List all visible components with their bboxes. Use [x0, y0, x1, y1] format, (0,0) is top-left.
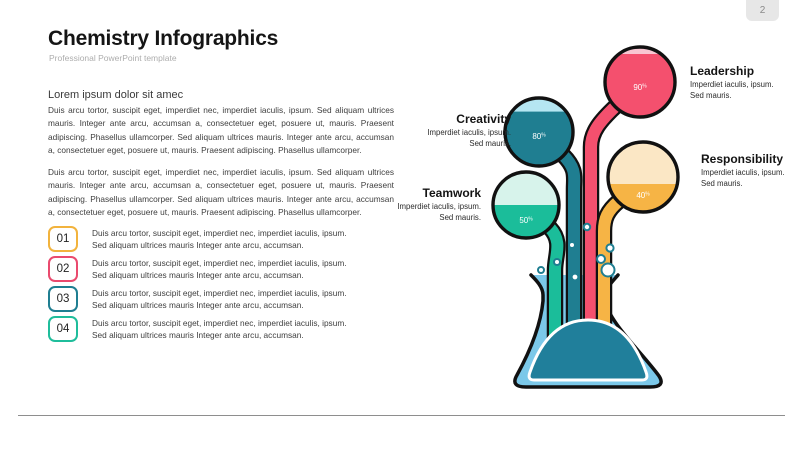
balloon-teamwork [493, 172, 559, 239]
list-item [48, 256, 394, 282]
balloon-responsibility [608, 142, 678, 213]
list-number-badge: 02 [48, 256, 78, 282]
balloon-leadership [605, 47, 675, 118]
percent-value: 80 [532, 132, 542, 141]
percent-sign: % [642, 83, 647, 90]
list-item [48, 316, 394, 342]
label-description: Imperdiet iaculis, ipsum. Sed mauris. [690, 80, 774, 100]
list-number-badge: 04 [48, 316, 78, 342]
list-item-text: Duis arcu tortor, suscipit eget, imperdiet nec, imperdiet iaculis, ipsum. Sed aliquam ultrices mauris Integer ante arcu, accumsan. [92, 288, 347, 311]
label-creativity [381, 112, 511, 150]
body-text [48, 104, 394, 228]
footer-divider [18, 415, 785, 416]
list-item [48, 286, 394, 312]
bubble-icon [597, 255, 605, 263]
percent-sign: % [528, 216, 533, 223]
label-responsibility [701, 152, 800, 190]
label-leadership [690, 64, 795, 102]
paragraph: Duis arcu tortor, suscipit eget, imperdiet nec, imperdiet iaculis, ipsum. Sed aliquam ultrices mauris. Integer ante arcu, accumsan a, consectetuer eget, posuere ut, mauris. Praesent adipiscing. Phasellus ullamcorper. Sed aliquam ultrices mauris. Integer ante arcu, accumsan a, consectetuer eget, posuere ut, mauris. Praesent adipiscing. Phasellus ullamcorper. [48, 105, 394, 156]
percent-value: 90 [633, 83, 643, 92]
bubble-icon [584, 224, 590, 230]
bubble-icon [572, 274, 579, 281]
bubble-icon [538, 267, 544, 273]
label-title: Teamwork [422, 186, 481, 200]
bubble-icon [606, 244, 613, 251]
label-title: Leadership [690, 64, 755, 78]
list-item [48, 226, 394, 252]
list-number-badge: 01 [48, 226, 78, 252]
list-item-text: Duis arcu tortor, suscipit eget, imperdiet nec, imperdiet iaculis, ipsum. Sed aliquam ultrices mauris Integer ante arcu, accumsan. [92, 318, 347, 341]
list-item-text: Duis arcu tortor, suscipit eget, imperdiet nec, imperdiet iaculis, ipsum. Sed aliquam ultrices mauris Integer ante arcu, accumsan. [92, 258, 347, 281]
bubble-icon [554, 259, 560, 265]
bubble-icon [569, 242, 575, 248]
label-description: Imperdiet iaculis, ipsum. Sed mauris. [427, 128, 511, 148]
balloon-creativity [505, 98, 573, 167]
numbered-list [48, 226, 394, 346]
list-item-text: Duis arcu tortor, suscipit eget, imperdiet nec, imperdiet iaculis, ipsum. Sed aliquam ultrices mauris Integer ante arcu, accumsan. [92, 228, 347, 251]
section-heading: Lorem ipsum dolor sit amec [48, 89, 184, 101]
label-title: Creativity [456, 112, 511, 126]
page-subtitle: Professional PowerPoint template [49, 53, 177, 63]
paragraph: Duis arcu tortor, suscipit eget, imperdiet nec, imperdiet iaculis, ipsum. Sed aliquam ultrices mauris. Integer ante arcu, accumsan a, consectetuer eget, posuere ut, mauris. Praesent adipiscing. Phasellus ullamcorper. Sed aliquam ultrices mauris. Integer ante arcu, accumsan a, consectetuer eget, posuere ut, mauris. Praesent adipiscing. Phasellus ullamcorper. [48, 166, 394, 218]
percent-value: 50 [519, 216, 529, 225]
percent-value: 40 [636, 191, 646, 200]
page-number-badge: 2 [746, 0, 779, 21]
label-teamwork [351, 186, 481, 224]
label-description: Imperdiet iaculis, ipsum. Sed mauris. [701, 168, 785, 188]
list-number-badge: 03 [48, 286, 78, 312]
bubble-icon [602, 264, 615, 277]
label-description: Imperdiet iaculis, ipsum. Sed mauris. [397, 202, 481, 222]
page-title: Chemistry Infographics [48, 27, 279, 50]
label-title: Responsibility [701, 152, 784, 166]
percent-sign: % [645, 191, 650, 198]
percent-sign: % [541, 132, 546, 139]
